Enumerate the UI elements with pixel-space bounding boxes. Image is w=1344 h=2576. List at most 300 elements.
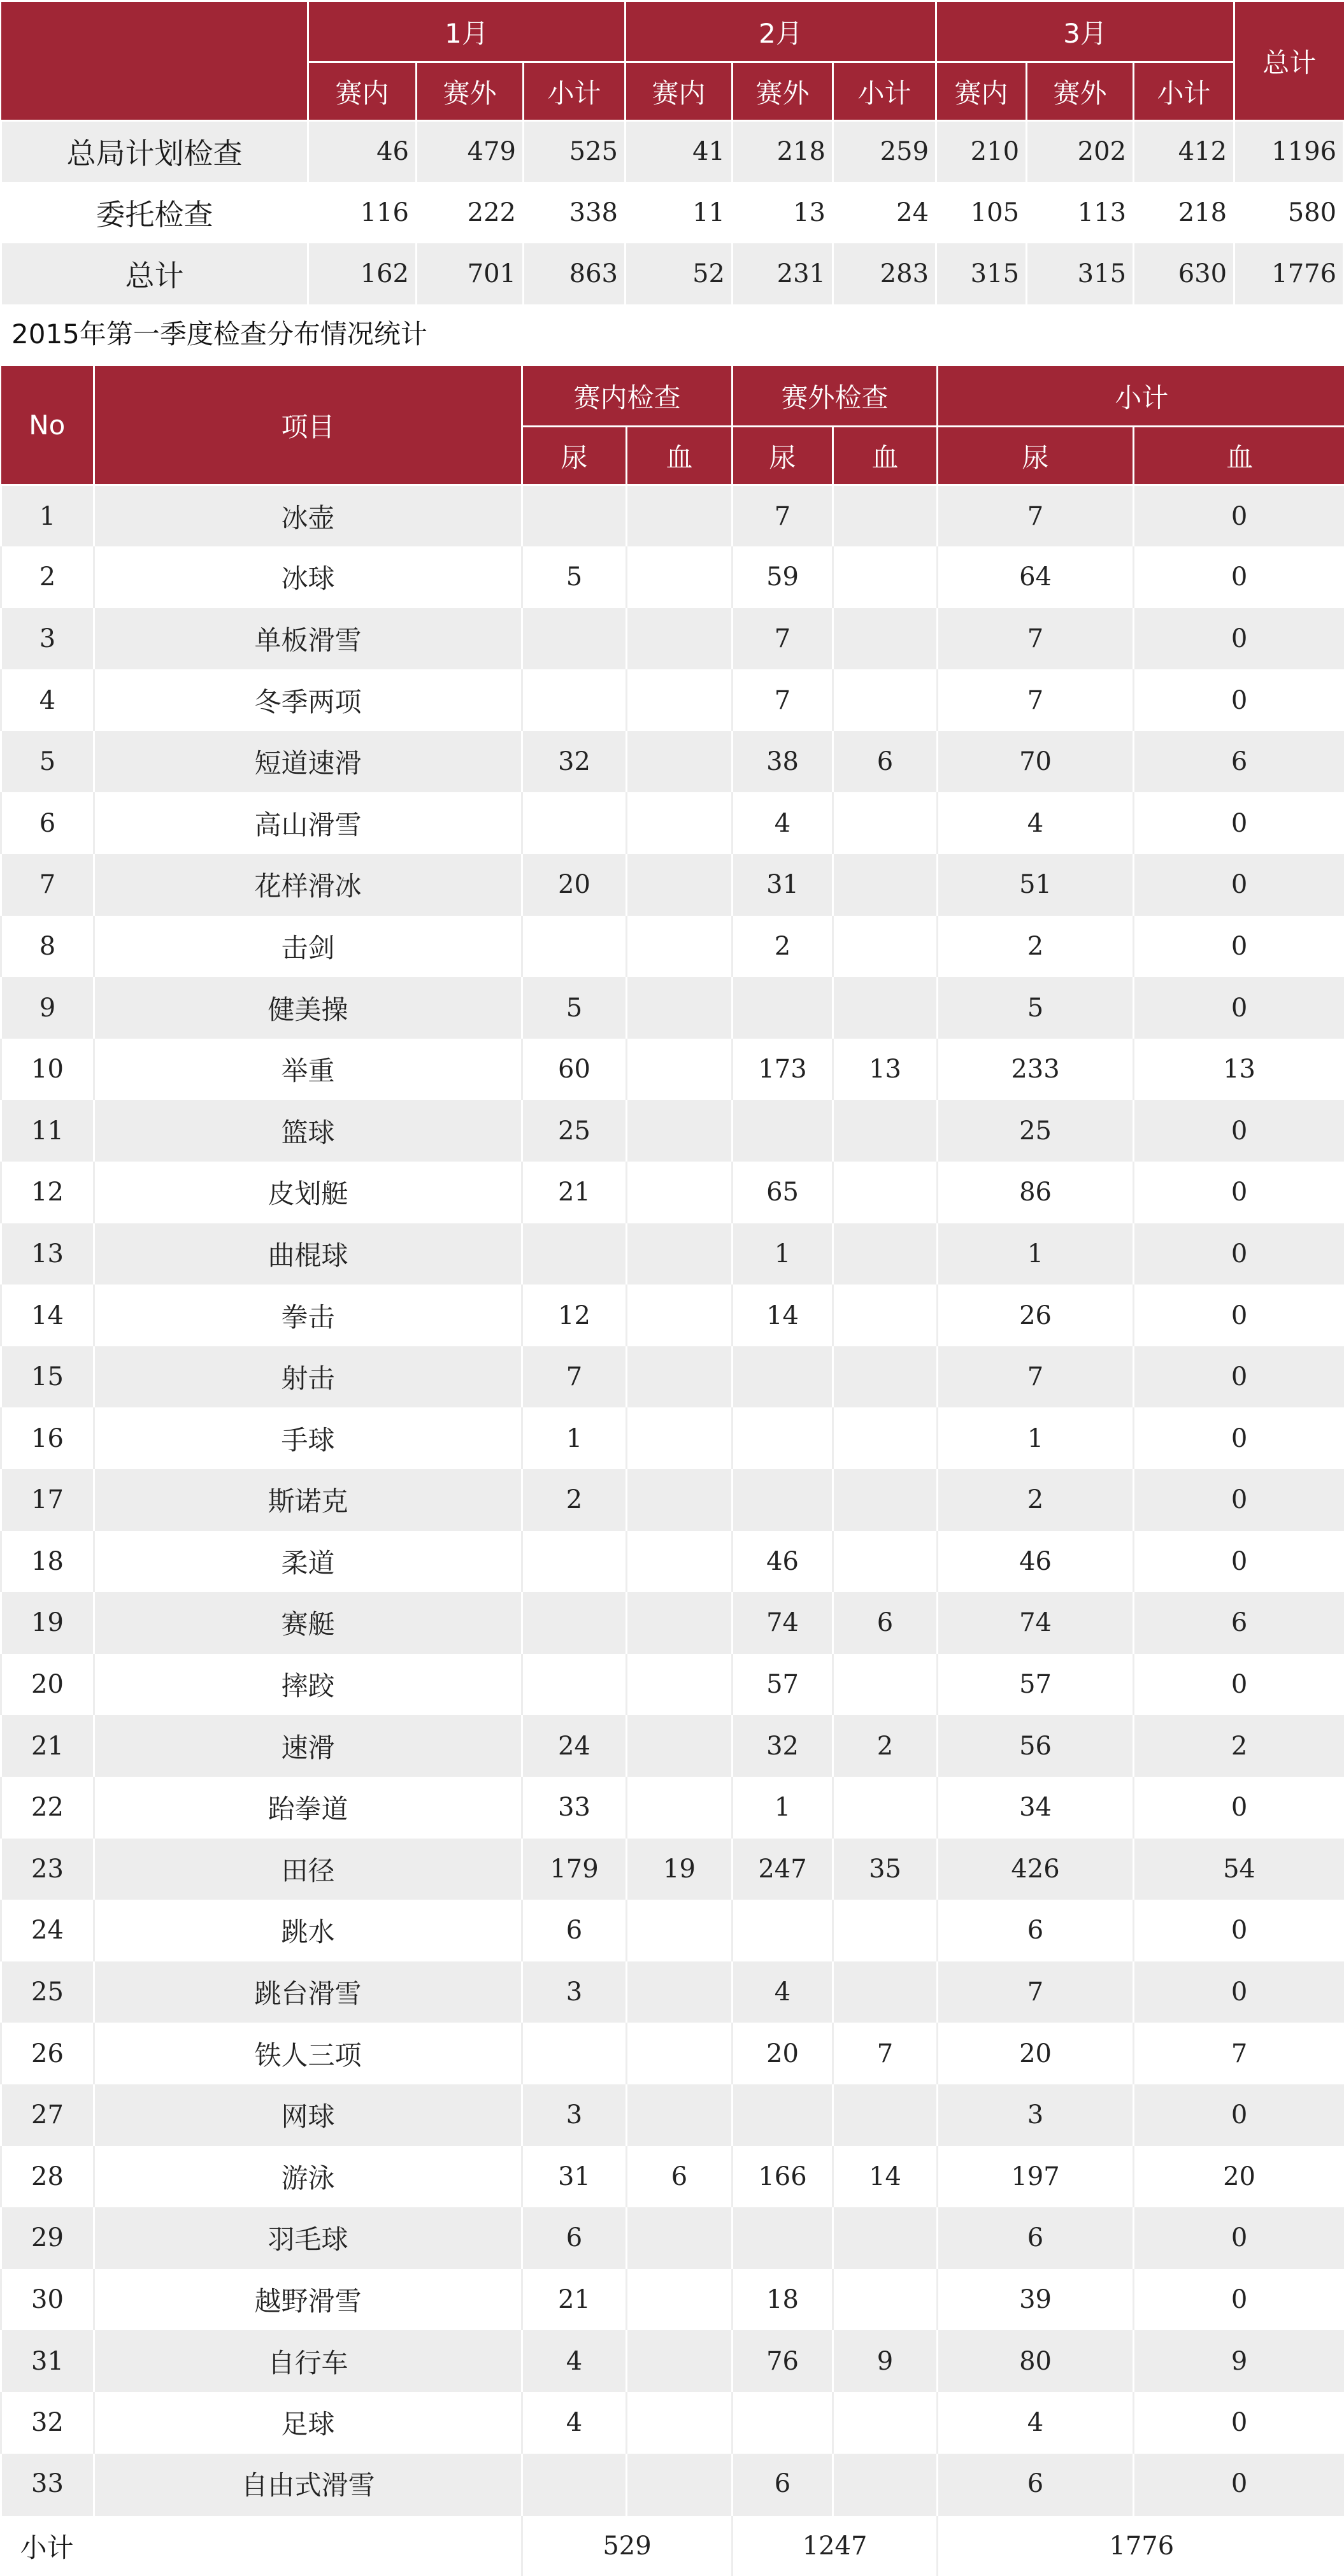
out-competition-urine	[733, 2084, 833, 2146]
in-competition-blood: 19	[627, 1839, 733, 1900]
out-competition-urine: 46	[733, 1531, 833, 1593]
out-competition-urine: 2	[733, 916, 833, 978]
subtotal-blood: 0	[1134, 1100, 1344, 1162]
row-number: 32	[1, 2392, 94, 2454]
sport-name: 越野滑雪	[94, 2269, 522, 2331]
row-number: 11	[1, 1100, 94, 1162]
row-number: 8	[1, 916, 94, 978]
row-label: 总计	[1, 243, 308, 304]
subtotal-urine: 6	[938, 1900, 1134, 1961]
out-competition-blood: 2	[833, 1715, 938, 1777]
header-out-competition: 赛外	[1027, 62, 1134, 121]
out-competition-urine: 57	[733, 1654, 833, 1716]
sport-name: 跳水	[94, 1900, 522, 1961]
subtotal-blood: 0	[1134, 1654, 1344, 1716]
sport-row	[1, 1777, 1344, 1839]
in-competition-blood	[627, 1961, 733, 2023]
in-competition-urine	[522, 1531, 627, 1593]
header-urine: 尿	[733, 427, 833, 485]
detail-table-body	[1, 485, 1344, 2516]
row-number: 19	[1, 1592, 94, 1654]
sport-name: 摔跤	[94, 1654, 522, 1716]
value-cell: 113	[1027, 182, 1134, 243]
in-competition-urine: 1	[522, 1407, 627, 1469]
sport-row	[1, 1531, 1344, 1593]
row-number: 18	[1, 1531, 94, 1593]
subtotal-urine: 64	[938, 546, 1134, 608]
summary-row	[1, 121, 1344, 182]
in-competition-urine: 21	[522, 1162, 627, 1223]
sport-row	[1, 485, 1344, 547]
sport-name: 田径	[94, 1839, 522, 1900]
in-competition-urine	[522, 1654, 627, 1716]
sport-name: 短道速滑	[94, 731, 522, 793]
in-competition-urine: 4	[522, 2330, 627, 2392]
in-competition-urine: 5	[522, 977, 627, 1039]
value-cell: 13	[733, 182, 833, 243]
in-competition-blood	[627, 2454, 733, 2516]
out-competition-blood	[833, 1100, 938, 1162]
in-competition-blood	[627, 731, 733, 793]
header-urine: 尿	[938, 427, 1134, 485]
sport-name: 健美操	[94, 977, 522, 1039]
out-competition-urine: 76	[733, 2330, 833, 2392]
header-month-3: 3月	[936, 1, 1234, 62]
sport-row	[1, 916, 1344, 978]
subtotal-urine: 57	[938, 1654, 1134, 1716]
sport-name: 击剑	[94, 916, 522, 978]
in-competition-blood	[627, 1715, 733, 1777]
in-competition-urine: 12	[522, 1284, 627, 1346]
subtotal-blood: 2	[1134, 1715, 1344, 1777]
in-competition-blood	[627, 916, 733, 978]
in-competition-blood	[627, 854, 733, 916]
subtotal-blood: 0	[1134, 854, 1344, 916]
subtotal-blood: 0	[1134, 1961, 1344, 2023]
grand-total: 1776	[938, 2515, 1344, 2576]
value-cell: 52	[626, 243, 733, 304]
in-competition-blood	[627, 1100, 733, 1162]
subtotal-blood: 0	[1134, 546, 1344, 608]
subtotal-blood: 0	[1134, 485, 1344, 547]
sport-name: 手球	[94, 1407, 522, 1469]
in-competition-blood	[627, 546, 733, 608]
summary-row	[1, 182, 1344, 243]
value-cell: 259	[833, 121, 936, 182]
value-cell: 863	[524, 243, 626, 304]
value-cell: 46	[308, 121, 417, 182]
subtotal-blood: 0	[1134, 792, 1344, 854]
sport-name: 单板滑雪	[94, 608, 522, 670]
subtotal-urine: 39	[938, 2269, 1134, 2331]
row-number: 7	[1, 854, 94, 916]
sport-row	[1, 1961, 1344, 2023]
in-competition-urine: 6	[522, 2207, 627, 2269]
row-number: 15	[1, 1346, 94, 1408]
in-competition-urine	[522, 1592, 627, 1654]
subtotal-urine: 26	[938, 1284, 1134, 1346]
row-number: 17	[1, 1469, 94, 1531]
out-competition-blood	[833, 1777, 938, 1839]
in-competition-urine	[522, 792, 627, 854]
monthly-summary-table	[0, 0, 1344, 304]
value-cell: 162	[308, 243, 417, 304]
subtotal-blood: 0	[1134, 1777, 1344, 1839]
out-competition-urine: 14	[733, 1284, 833, 1346]
summary-total-row	[1, 243, 1344, 304]
row-number: 3	[1, 608, 94, 670]
row-label: 总局计划检查	[1, 121, 308, 182]
row-number: 14	[1, 1284, 94, 1346]
subtotal-urine: 7	[938, 608, 1134, 670]
sport-row	[1, 854, 1344, 916]
subtotal-blood: 20	[1134, 2146, 1344, 2208]
value-cell: 222	[417, 182, 524, 243]
in-competition-blood	[627, 2330, 733, 2392]
sport-name: 跆拳道	[94, 1777, 522, 1839]
subtotal-urine: 7	[938, 1346, 1134, 1408]
subtotal-urine: 56	[938, 1715, 1134, 1777]
value-cell: 525	[524, 121, 626, 182]
sport-row	[1, 1346, 1344, 1408]
out-competition-urine: 18	[733, 2269, 833, 2331]
subtotal-urine: 4	[938, 2392, 1134, 2454]
value-cell: 105	[936, 182, 1027, 243]
subtotal-urine: 7	[938, 485, 1134, 547]
subtotal-blood: 6	[1134, 1592, 1344, 1654]
in-competition-blood	[627, 1346, 733, 1408]
value-cell: 315	[936, 243, 1027, 304]
subtotal-blood: 13	[1134, 1039, 1344, 1100]
subtotal-urine: 51	[938, 854, 1134, 916]
header-no: No	[1, 366, 94, 485]
in-competition-urine	[522, 2023, 627, 2084]
row-number: 25	[1, 1961, 94, 2023]
value-cell: 412	[1134, 121, 1234, 182]
sport-name: 高山滑雪	[94, 792, 522, 854]
out-competition-blood	[833, 792, 938, 854]
sport-row	[1, 1900, 1344, 1961]
value-cell: 1196	[1234, 121, 1344, 182]
sport-name: 冰球	[94, 546, 522, 608]
out-competition-blood: 9	[833, 2330, 938, 2392]
in-competition-urine: 33	[522, 1777, 627, 1839]
subtotal-urine: 86	[938, 1162, 1134, 1223]
row-number: 9	[1, 977, 94, 1039]
subtotal-blood: 0	[1134, 1900, 1344, 1961]
subtotal-blood: 0	[1134, 977, 1344, 1039]
subtotal-blood: 9	[1134, 2330, 1344, 2392]
sport-row	[1, 1469, 1344, 1531]
value-cell: 116	[308, 182, 417, 243]
in-competition-urine: 21	[522, 2269, 627, 2331]
out-competition-blood	[833, 977, 938, 1039]
subtotal-urine: 2	[938, 916, 1134, 978]
value-cell: 11	[626, 182, 733, 243]
out-competition-blood	[833, 1284, 938, 1346]
out-competition-blood	[833, 546, 938, 608]
subtotal-urine: 7	[938, 1961, 1134, 2023]
sport-name: 跳台滑雪	[94, 1961, 522, 2023]
value-cell: 1776	[1234, 243, 1344, 304]
subtotal-blood: 0	[1134, 669, 1344, 731]
row-number: 22	[1, 1777, 94, 1839]
row-number: 4	[1, 669, 94, 731]
sport-name: 举重	[94, 1039, 522, 1100]
header-in-competition-tests: 赛内检查	[522, 366, 733, 427]
subtotal-urine: 6	[938, 2454, 1134, 2516]
out-competition-blood	[833, 1900, 938, 1961]
out-competition-urine	[733, 977, 833, 1039]
out-competition-urine	[733, 1100, 833, 1162]
out-competition-urine: 4	[733, 792, 833, 854]
subtotal-urine: 5	[938, 977, 1134, 1039]
value-cell: 479	[417, 121, 524, 182]
row-number: 13	[1, 1223, 94, 1285]
in-competition-urine: 2	[522, 1469, 627, 1531]
in-competition-urine: 5	[522, 546, 627, 608]
sport-name: 游泳	[94, 2146, 522, 2208]
sport-row	[1, 1100, 1344, 1162]
out-competition-urine: 166	[733, 2146, 833, 2208]
in-competition-blood	[627, 2207, 733, 2269]
header-in-competition: 赛内	[626, 62, 733, 121]
row-number: 24	[1, 1900, 94, 1961]
header-urine: 尿	[522, 427, 627, 485]
sport-name: 射击	[94, 1346, 522, 1408]
out-competition-blood	[833, 608, 938, 670]
subtotal-row	[1, 2515, 1344, 2576]
header-out-competition: 赛外	[417, 62, 524, 121]
in-competition-urine: 24	[522, 1715, 627, 1777]
out-competition-urine: 7	[733, 608, 833, 670]
sport-name: 皮划艇	[94, 1162, 522, 1223]
out-competition-blood	[833, 485, 938, 547]
out-competition-blood	[833, 916, 938, 978]
value-cell: 338	[524, 182, 626, 243]
value-cell: 580	[1234, 182, 1344, 243]
in-competition-total: 529	[522, 2515, 733, 2576]
out-competition-blood	[833, 1223, 938, 1285]
out-competition-blood: 13	[833, 1039, 938, 1100]
header-subtotal: 小计	[524, 62, 626, 121]
out-competition-urine: 1	[733, 1777, 833, 1839]
sport-row	[1, 1839, 1344, 1900]
in-competition-urine: 31	[522, 2146, 627, 2208]
value-cell: 231	[733, 243, 833, 304]
subtotal-blood: 0	[1134, 2084, 1344, 2146]
subtotal-spacer	[94, 2515, 522, 2576]
sport-name: 冬季两项	[94, 669, 522, 731]
header-grand-total: 总计	[1234, 1, 1344, 121]
in-competition-blood	[627, 2023, 733, 2084]
row-number: 10	[1, 1039, 94, 1100]
in-competition-urine	[522, 916, 627, 978]
out-competition-blood	[833, 1531, 938, 1593]
sport-distribution-table	[0, 364, 1344, 2576]
out-competition-blood: 6	[833, 731, 938, 793]
subtotal-label: 小计	[1, 2515, 94, 2576]
out-competition-blood	[833, 2269, 938, 2331]
sport-row	[1, 1162, 1344, 1223]
subtotal-blood: 0	[1134, 1346, 1344, 1408]
subtotal-urine: 25	[938, 1100, 1134, 1162]
sport-row	[1, 792, 1344, 854]
header-in-competition: 赛内	[936, 62, 1027, 121]
sport-row	[1, 669, 1344, 731]
out-competition-urine: 1	[733, 1223, 833, 1285]
in-competition-urine: 20	[522, 854, 627, 916]
sport-name: 自行车	[94, 2330, 522, 2392]
header-month-1: 1月	[308, 1, 626, 62]
in-competition-blood	[627, 1592, 733, 1654]
table-caption: 2015年第一季度检查分布情况统计	[11, 313, 427, 352]
out-competition-urine: 20	[733, 2023, 833, 2084]
subtotal-urine: 6	[938, 2207, 1134, 2269]
subtotal-blood: 0	[1134, 2454, 1344, 2516]
in-competition-blood	[627, 1654, 733, 1716]
sport-row	[1, 2454, 1344, 2516]
subtotal-blood: 0	[1134, 1284, 1344, 1346]
out-competition-urine	[733, 1407, 833, 1469]
subtotal-urine: 233	[938, 1039, 1134, 1100]
subtotal-urine: 70	[938, 731, 1134, 793]
out-competition-urine: 32	[733, 1715, 833, 1777]
out-competition-total: 1247	[733, 2515, 938, 2576]
in-competition-urine: 179	[522, 1839, 627, 1900]
row-number: 21	[1, 1715, 94, 1777]
sport-name: 自由式滑雪	[94, 2454, 522, 2516]
in-competition-blood	[627, 1162, 733, 1223]
in-competition-blood	[627, 2269, 733, 2331]
out-competition-urine	[733, 1469, 833, 1531]
in-competition-urine: 3	[522, 2084, 627, 2146]
subtotal-urine: 197	[938, 2146, 1134, 2208]
out-competition-urine	[733, 1346, 833, 1408]
out-competition-urine: 59	[733, 546, 833, 608]
subtotal-blood: 0	[1134, 2392, 1344, 2454]
sport-row	[1, 2269, 1344, 2331]
subtotal-blood: 0	[1134, 916, 1344, 978]
subtotal-blood: 0	[1134, 2207, 1344, 2269]
sport-name: 速滑	[94, 1715, 522, 1777]
subtotal-urine: 3	[938, 2084, 1134, 2146]
subtotal-urine: 20	[938, 2023, 1134, 2084]
subtotal-urine: 2	[938, 1469, 1134, 1531]
subtotal-blood: 7	[1134, 2023, 1344, 2084]
in-competition-urine: 4	[522, 2392, 627, 2454]
in-competition-blood	[627, 1531, 733, 1593]
value-cell: 630	[1134, 243, 1234, 304]
sport-row	[1, 1407, 1344, 1469]
value-cell: 24	[833, 182, 936, 243]
header-month-2: 2月	[626, 1, 936, 62]
header-blood: 血	[1134, 427, 1344, 485]
header-item: 项目	[94, 366, 522, 485]
row-number: 23	[1, 1839, 94, 1900]
out-competition-blood	[833, 854, 938, 916]
row-number: 6	[1, 792, 94, 854]
subtotal-urine: 34	[938, 1777, 1134, 1839]
sport-name: 铁人三项	[94, 2023, 522, 2084]
header-blood: 血	[627, 427, 733, 485]
value-cell: 283	[833, 243, 936, 304]
in-competition-urine: 60	[522, 1039, 627, 1100]
sport-row	[1, 731, 1344, 793]
subtotal-blood: 0	[1134, 1469, 1344, 1531]
subtotal-blood: 6	[1134, 731, 1344, 793]
out-competition-urine: 6	[733, 2454, 833, 2516]
out-competition-blood	[833, 1407, 938, 1469]
value-cell: 202	[1027, 121, 1134, 182]
subtotal-urine: 7	[938, 669, 1134, 731]
out-competition-blood	[833, 669, 938, 731]
in-competition-blood	[627, 485, 733, 547]
sport-row	[1, 2207, 1344, 2269]
sport-row	[1, 2084, 1344, 2146]
sport-name: 斯诺克	[94, 1469, 522, 1531]
row-number: 27	[1, 2084, 94, 2146]
in-competition-urine	[522, 1223, 627, 1285]
sport-name: 篮球	[94, 1100, 522, 1162]
sport-row	[1, 2146, 1344, 2208]
row-number: 12	[1, 1162, 94, 1223]
header-subtotal: 小计	[833, 62, 936, 121]
row-number: 1	[1, 485, 94, 547]
subtotal-blood: 54	[1134, 1839, 1344, 1900]
row-number: 2	[1, 546, 94, 608]
in-competition-blood	[627, 977, 733, 1039]
sport-name: 柔道	[94, 1531, 522, 1593]
row-number: 30	[1, 2269, 94, 2331]
out-competition-urine: 7	[733, 485, 833, 547]
out-competition-urine: 31	[733, 854, 833, 916]
out-competition-urine	[733, 1900, 833, 1961]
sport-name: 网球	[94, 2084, 522, 2146]
out-competition-blood	[833, 2454, 938, 2516]
out-competition-urine	[733, 2392, 833, 2454]
out-competition-blood	[833, 1162, 938, 1223]
sport-name: 冰壶	[94, 485, 522, 547]
out-competition-blood: 7	[833, 2023, 938, 2084]
subtotal-urine: 1	[938, 1407, 1134, 1469]
out-competition-urine: 4	[733, 1961, 833, 2023]
header-in-competition: 赛内	[308, 62, 417, 121]
out-competition-urine: 65	[733, 1162, 833, 1223]
sport-row	[1, 1654, 1344, 1716]
subtotal-blood: 0	[1134, 1162, 1344, 1223]
row-number: 28	[1, 2146, 94, 2208]
in-competition-urine	[522, 2454, 627, 2516]
sport-row	[1, 1223, 1344, 1285]
out-competition-urine: 7	[733, 669, 833, 731]
sport-row	[1, 977, 1344, 1039]
in-competition-blood	[627, 608, 733, 670]
out-competition-urine: 38	[733, 731, 833, 793]
out-competition-blood	[833, 1346, 938, 1408]
in-competition-blood	[627, 1284, 733, 1346]
sport-name: 拳击	[94, 1284, 522, 1346]
sport-row	[1, 1284, 1344, 1346]
subtotal-blood: 0	[1134, 2269, 1344, 2331]
row-number: 16	[1, 1407, 94, 1469]
out-competition-urine: 247	[733, 1839, 833, 1900]
in-competition-blood	[627, 1407, 733, 1469]
row-label: 委托检查	[1, 182, 308, 243]
out-competition-blood	[833, 2084, 938, 2146]
in-competition-blood	[627, 792, 733, 854]
row-number: 31	[1, 2330, 94, 2392]
